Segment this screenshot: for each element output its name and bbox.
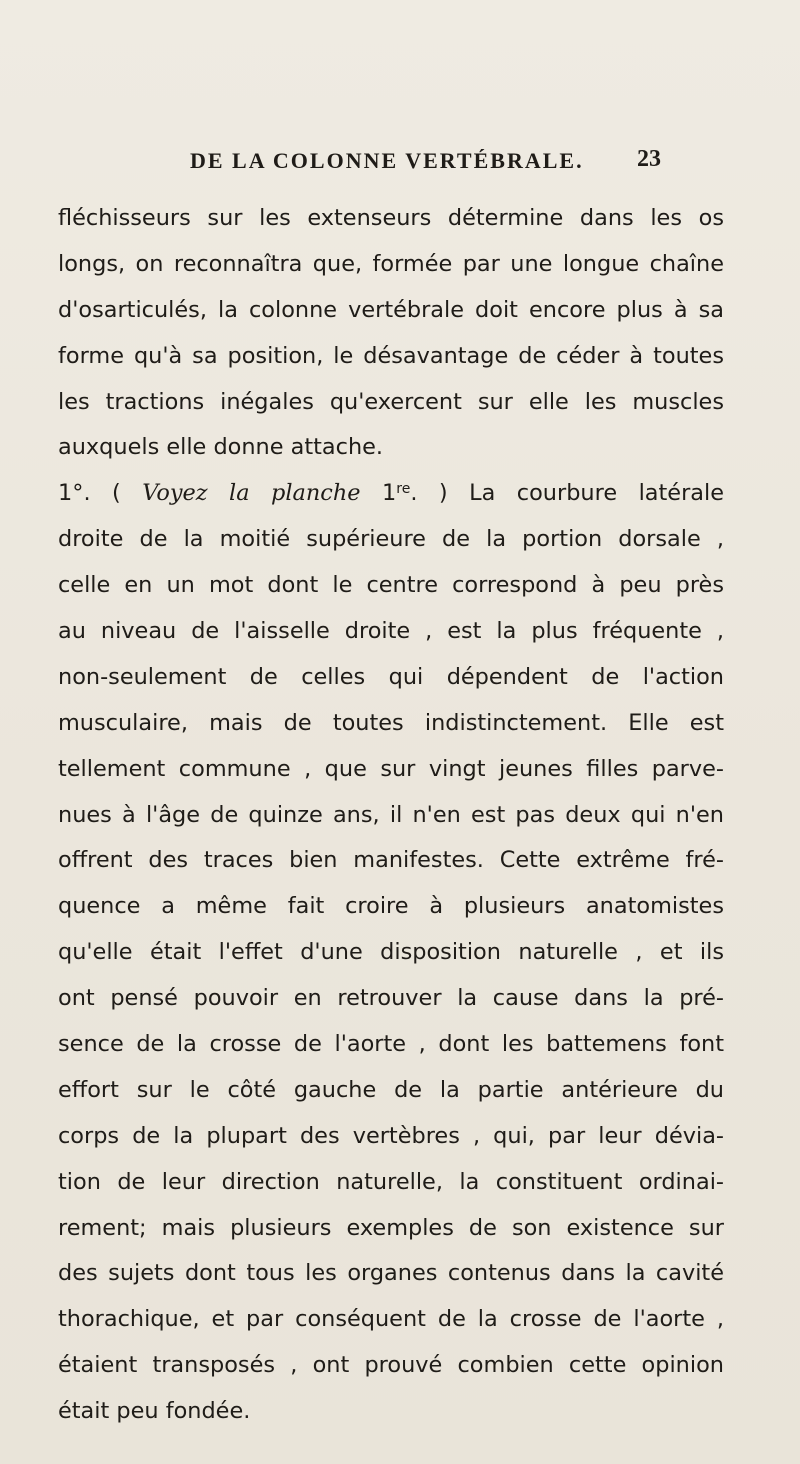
text-line [58, 930, 724, 976]
text-segment: qu'elle était l'effet d'une disposition naturelle , et ils [58, 939, 724, 966]
text-line [58, 884, 724, 930]
text-line [58, 563, 724, 609]
text-line [58, 380, 724, 426]
italic-reference: Voyez la planche [142, 480, 361, 507]
text-segment: des sujets dont tous les organes contenus dans la cavité [58, 1260, 724, 1287]
page-number: 23 [637, 146, 661, 172]
text-line [58, 334, 724, 380]
superscript: re [396, 481, 411, 498]
text-segment: longs, on reconnaîtra que, formée par une longue chaîne [58, 250, 724, 277]
text-segment: ont pensé pouvoir en retrouver la cause dans la pré- [58, 985, 724, 1012]
text-line [58, 976, 724, 1022]
text-line [58, 196, 724, 242]
text-line [58, 1160, 724, 1206]
text-line [58, 701, 724, 747]
text-line [58, 838, 724, 884]
text-segment: celle en un mot dont le centre correspond à peu près [58, 572, 724, 599]
running-title: DE LA COLONNE VERTÉBRALE. [190, 148, 584, 173]
text-line [58, 1114, 724, 1160]
text-segment: fléchisseurs sur les extenseurs détermine dans les os [58, 205, 724, 231]
body-text [58, 196, 724, 1435]
text-segment: quence a même fait croire à plusieurs anatomistes [58, 893, 724, 920]
text-segment: était peu fondée. [58, 1398, 251, 1425]
text-segment: musculaire, mais de toutes indistinctement. Elle est [58, 709, 724, 736]
text-line [58, 1068, 724, 1114]
text-line [58, 1343, 724, 1389]
text-line [58, 747, 724, 793]
text-line [58, 1022, 724, 1068]
text-segment: auxquels elle donne attache. [58, 434, 384, 461]
text-line [58, 1389, 724, 1435]
text-segment: d'osarticulés, la colonne vertébrale doit encore plus à sa [58, 296, 724, 323]
running-head [0, 146, 800, 186]
text-line [58, 1251, 724, 1297]
text-segment: nues à l'âge de quinze ans, il n'en est pas deux qui n'en [58, 801, 724, 828]
text-segment: tion de leur direction naturelle, la constituent ordinai- [58, 1168, 724, 1195]
text-segment: 1 [360, 480, 397, 507]
text-segment: rement; mais plusieurs exemples de son existence sur [58, 1214, 724, 1241]
text-line [58, 242, 724, 288]
text-segment: effort sur le côté gauche de la partie antérieure du [58, 1076, 724, 1103]
text-segment: au niveau de l'aisselle droite , est la plus fréquente , [58, 618, 724, 645]
text-line [58, 1297, 724, 1343]
text-line [58, 655, 724, 701]
text-line [58, 1206, 724, 1252]
text-line [58, 793, 724, 839]
text-segment: forme qu'à sa position, le désavantage de céder à toutes [58, 342, 724, 369]
text-line [58, 471, 724, 517]
text-segment: les tractions inégales qu'exercent sur elle les muscles [58, 388, 724, 415]
text-segment: . ) La courbure latérale [410, 480, 724, 507]
text-segment: tellement commune , que sur vingt jeunes filles parve- [58, 755, 724, 782]
text-segment: étaient transposés , ont prouvé combien cette opinion [58, 1352, 724, 1379]
text-line [58, 609, 724, 655]
text-line [58, 517, 724, 563]
text-segment: non-seulement de celles qui dépendent de l'action [58, 663, 724, 690]
text-line [58, 288, 724, 334]
text-segment: 1°. ( [58, 480, 143, 507]
text-line [58, 425, 724, 471]
text-segment: thorachique, et par conséquent de la crosse de l'aorte , [58, 1306, 724, 1333]
text-segment: corps de la plupart des vertèbres , qui, par leur dévia- [58, 1122, 724, 1149]
text-segment: droite de la moitié supérieure de la portion dorsale , [58, 526, 724, 553]
text-segment: offrent des traces bien manifestes. Cette extrême fré- [58, 847, 724, 874]
text-segment: sence de la crosse de l'aorte , dont les battemens font [58, 1031, 724, 1058]
